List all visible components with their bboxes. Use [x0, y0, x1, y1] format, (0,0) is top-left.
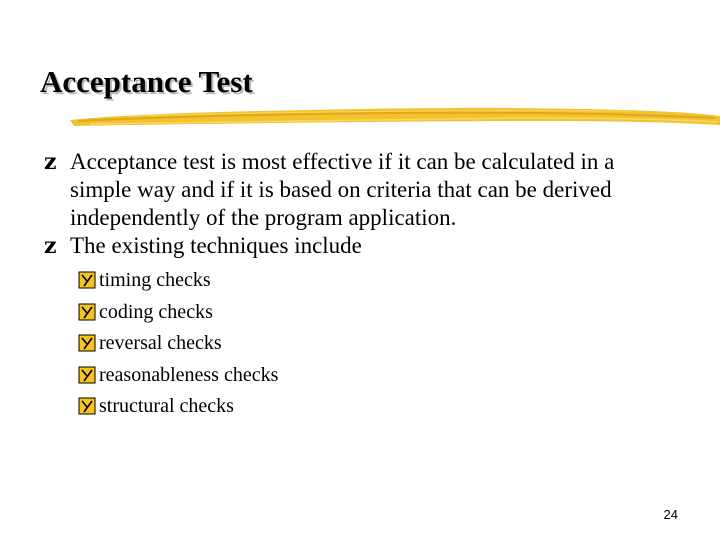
sub-bullet-list: [78, 268, 664, 426]
sub-bullet-text: timing checks: [99, 269, 211, 291]
bullet-text: The existing techniques include: [70, 233, 362, 258]
sub-bullet-text: reversal checks: [99, 332, 222, 354]
checkbox-bullet-icon: [78, 303, 96, 321]
sub-bullet-item: [78, 363, 664, 395]
sub-bullet-item: [78, 394, 664, 426]
z-bullet-icon: z: [44, 233, 57, 259]
sub-bullet-text: structural checks: [99, 395, 234, 417]
checkbox-bullet-icon: [78, 334, 96, 352]
brush-underline-icon: [70, 100, 720, 130]
z-bullet-icon: z: [44, 149, 57, 175]
sub-bullet-text: reasonableness checks: [99, 363, 279, 386]
bullet-text: Acceptance test is most effective if it can be calculated in a simple way and if it is based on criteria that can be derived independently of the program application.: [70, 149, 615, 230]
sub-bullet-item: [78, 331, 664, 363]
checkbox-bullet-icon: [78, 271, 96, 289]
checkbox-bullet-icon: [78, 366, 96, 384]
bullet-item: [44, 232, 664, 260]
page-number: 24: [663, 507, 678, 522]
sub-bullet-item: [78, 268, 664, 300]
sub-bullet-item: [78, 300, 664, 332]
sub-bullet-text: coding checks: [99, 300, 213, 323]
checkbox-bullet-icon: [78, 397, 96, 415]
bullet-item: [44, 148, 664, 232]
slide-title: Acceptance Test: [40, 64, 253, 99]
bullet-list: [44, 148, 664, 426]
